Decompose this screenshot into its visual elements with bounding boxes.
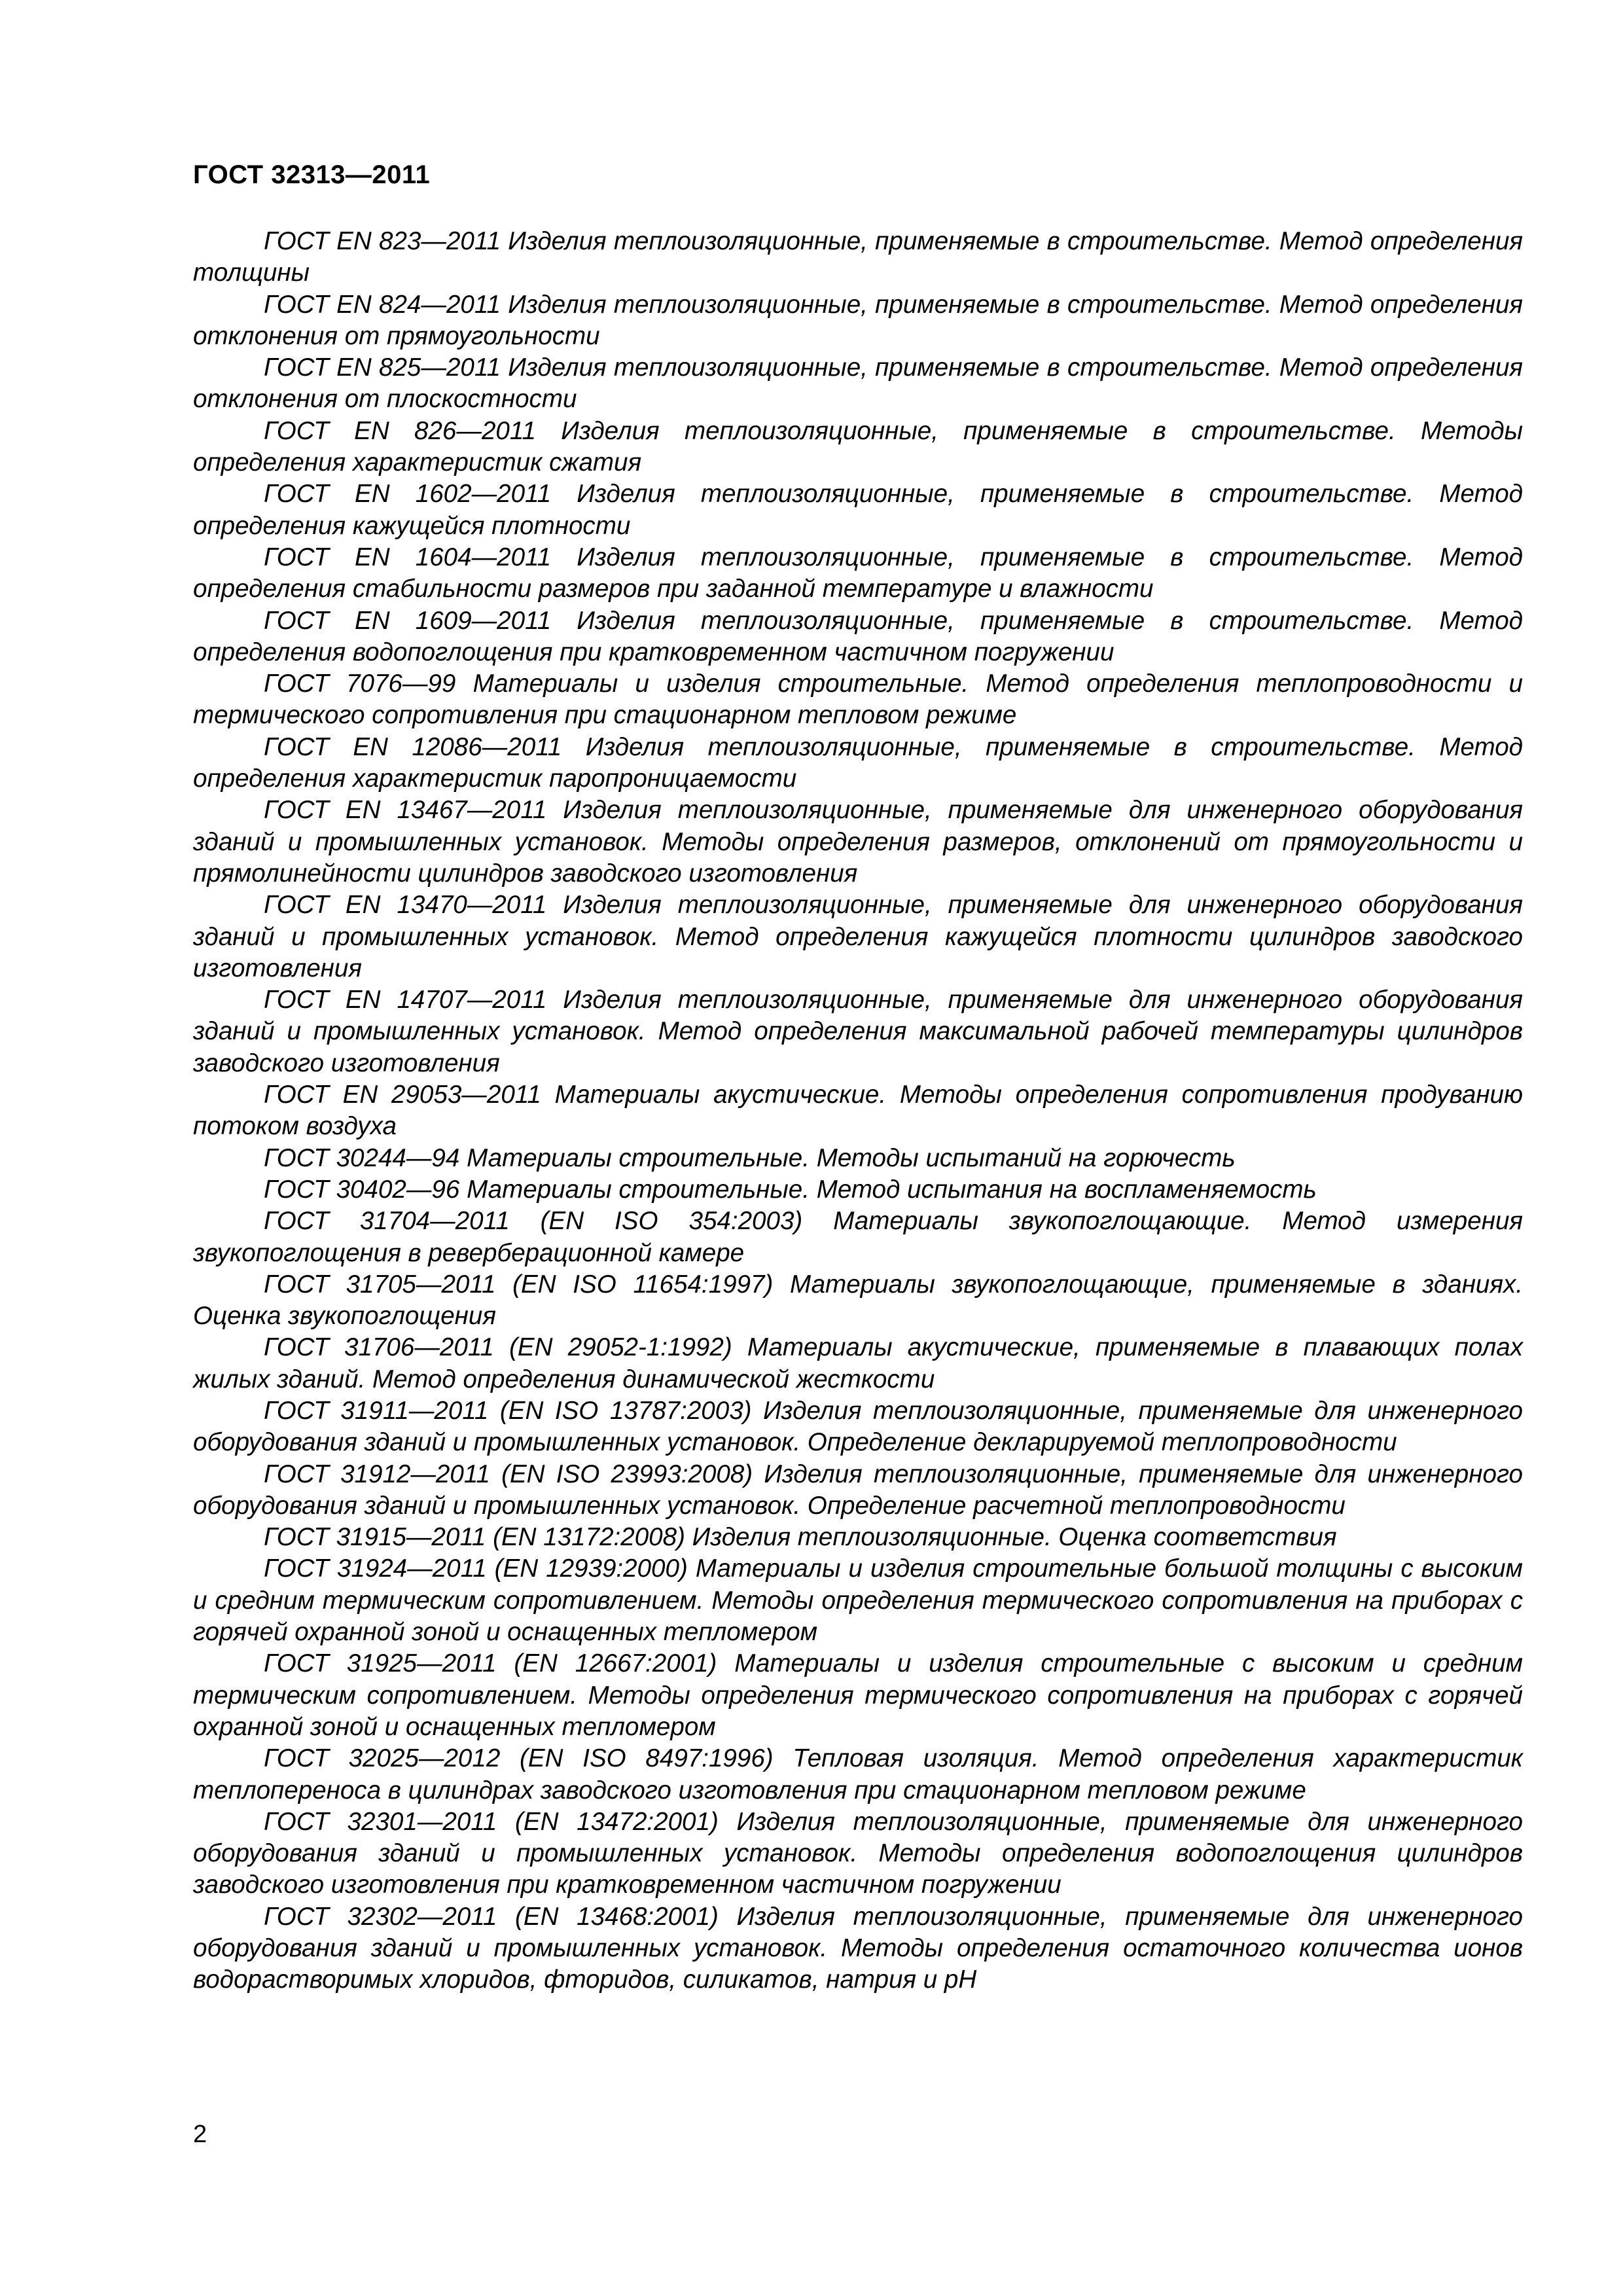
reference-code: ГОСТ EN 823—2011 xyxy=(264,227,501,255)
page-number: 2 xyxy=(193,2121,207,2148)
reference-code: ГОСТ EN 1602—2011 xyxy=(264,480,552,509)
reference-title: Материалы и изделия строительные большой толщины с высоким и средним термическим сопротивлением. Методы определения термического сопротивления на приборах с горячей охранной зоной и оснащенных тепломером xyxy=(193,1554,1524,1647)
reference-title: Тепловая изоляция. Метод определения характеристик теплопереноса в цилиндрах заводского изготовления при стационарном тепловом режиме xyxy=(193,1744,1524,1804)
reference-title: Изделия теплоизоляционные, применяемые в строительстве. Метод определения отклонения от прямоугольности xyxy=(193,290,1524,350)
reference-title: Материалы акустические, применяемые в плавающих полах жилых зданий. Метод определения динамической жесткости xyxy=(193,1333,1523,1393)
reference-item xyxy=(193,1553,1523,1648)
reference-item xyxy=(193,416,1523,479)
reference-title: Изделия теплоизоляционные, применяемые в строительстве. Методы определения характеристик сжатия xyxy=(193,416,1523,477)
reference-code: ГОСТ 32025—2012 (EN ISO 8497:1996) xyxy=(264,1744,774,1773)
reference-title: Изделия теплоизоляционные, применяемые для инженерного оборудования зданий и промышленных установок. Методы определения водопоглощения цилиндров заводского изготовления при кратковременном частичном погружении xyxy=(193,1807,1524,1899)
reference-code: ГОСТ 31912—2011 (EN ISO 23993:2008) xyxy=(264,1460,753,1488)
reference-code: ГОСТ EN 826—2011 xyxy=(264,416,536,445)
reference-title: Изделия теплоизоляционные, применяемые для инженерного оборудования зданий и промышленных установок. Метод определения кажущейся плотности цилиндров заводского изготовления xyxy=(193,891,1524,982)
reference-code: ГОСТ 31705—2011 (EN ISO 11654:1997) xyxy=(264,1270,774,1299)
reference-title: Изделия теплоизоляционные, применяемые для инженерного оборудования зданий и промышленных установок. Определение декларируемой теплопроводности xyxy=(193,1396,1524,1457)
reference-title: Материалы и изделия строительные. Метод определения теплопроводности и термического сопротивления при стационарном тепловом режиме xyxy=(193,670,1524,730)
reference-title: Изделия теплоизоляционные, применяемые для инженерного оборудования зданий и промышленных установок. Определение расчетной теплопроводности xyxy=(193,1460,1523,1520)
reference-code: ГОСТ 30244—94 xyxy=(264,1143,460,1172)
reference-item xyxy=(193,1143,1523,1174)
reference-title: Изделия теплоизоляционные, применяемые в строительстве. Метод определения толщины xyxy=(193,227,1524,287)
reference-code: ГОСТ EN 13470—2011 xyxy=(264,891,547,920)
reference-item xyxy=(193,795,1523,889)
reference-item xyxy=(193,668,1523,732)
reference-title: Материалы строительные. Метод испытания на воспламеняемость xyxy=(467,1175,1317,1204)
reference-item xyxy=(193,732,1523,795)
reference-title: Изделия теплоизоляционные, применяемые в строительстве. Метод определения стабильности размеров при заданной температуре и влажности xyxy=(193,543,1523,603)
reference-title: Материалы звукопоглощающие, применяемые в зданиях. Оценка звукопоглощения xyxy=(193,1270,1523,1331)
reference-code: ГОСТ 31706—2011 (EN 29052-1:1992) xyxy=(264,1333,732,1362)
reference-title: Материалы звукопоглощающие. Метод измерения звукопоглощения в реверберационной камере xyxy=(193,1207,1524,1267)
reference-title: Изделия теплоизоляционные, применяемые в строительстве. Метод определения характеристик паропроницаемости xyxy=(193,732,1523,793)
reference-code: ГОСТ 30402—96 xyxy=(264,1175,460,1204)
reference-item xyxy=(193,226,1523,289)
reference-item xyxy=(193,1743,1523,1806)
reference-code: ГОСТ EN 29053—2011 xyxy=(264,1081,541,1109)
reference-code: ГОСТ EN 1609—2011 xyxy=(264,606,552,635)
reference-item xyxy=(193,1332,1523,1395)
reference-title: Изделия теплоизоляционные, применяемые для инженерного оборудования зданий и промышленных установок. Метод определения максимальной рабочей температуры цилиндров заводского изготовления xyxy=(193,986,1524,1077)
reference-item xyxy=(193,1079,1523,1143)
reference-code: ГОСТ 32302—2011 (EN 13468:2001) xyxy=(264,1902,719,1931)
reference-code: ГОСТ 7076—99 xyxy=(264,670,456,698)
reference-title: Изделия теплоизоляционные. Оценка соответствия xyxy=(692,1523,1337,1552)
reference-item xyxy=(193,1395,1523,1459)
reference-item xyxy=(193,542,1523,605)
reference-item xyxy=(193,289,1523,353)
reference-title: Материалы строительные. Методы испытаний на горючесть xyxy=(467,1143,1236,1172)
reference-title: Материалы акустические. Методы определения сопротивления продуванию потоком воздуха xyxy=(193,1081,1524,1141)
reference-code: ГОСТ 31704—2011 (EN ISO 354:2003) xyxy=(264,1207,803,1236)
reference-code: ГОСТ EN 825—2011 xyxy=(264,353,501,382)
reference-title: Изделия теплоизоляционные, применяемые в строительстве. Метод определения водопоглощения при кратковременном частичном погружении xyxy=(193,606,1523,666)
reference-title: Изделия теплоизоляционные, применяемые для инженерного оборудования зданий и промышленных установок. Методы определения размеров, отклонений от прямоугольности и прямолинейности цилиндров заводского изготовления xyxy=(193,796,1524,888)
reference-item xyxy=(193,605,1523,669)
reference-item xyxy=(193,1522,1523,1553)
reference-code: ГОСТ 31915—2011 (EN 13172:2008) xyxy=(264,1523,685,1552)
reference-code: ГОСТ EN 13467—2011 xyxy=(264,796,547,825)
reference-item xyxy=(193,1806,1523,1901)
reference-item xyxy=(193,984,1523,1079)
reference-item xyxy=(193,352,1523,416)
reference-code: ГОСТ 31925—2011 (EN 12667:2001) xyxy=(264,1649,717,1678)
reference-code: ГОСТ 31924—2011 (EN 12939:2000) xyxy=(264,1554,688,1583)
reference-item xyxy=(193,1901,1523,1996)
reference-item xyxy=(193,1269,1523,1333)
reference-item xyxy=(193,1648,1523,1743)
reference-title: Изделия теплоизоляционные, применяемые в строительстве. Метод определения кажущейся плотности xyxy=(193,480,1523,540)
document-header-id: ГОСТ 32313—2011 xyxy=(193,160,431,189)
reference-code: ГОСТ EN 12086—2011 xyxy=(264,732,562,761)
reference-title: Изделия теплоизоляционные, применяемые для инженерного оборудования зданий и промышленных установок. Методы определения остаточного количества ионов водорастворимых хлоридов, фторидов, силикатов, натрия и pH xyxy=(193,1902,1524,1994)
reference-item xyxy=(193,1174,1523,1206)
reference-code: ГОСТ EN 824—2011 xyxy=(264,290,501,319)
reference-code: ГОСТ 31911—2011 (EN ISO 13787:2003) xyxy=(264,1396,752,1425)
reference-title: Материалы и изделия строительные с высоким и средним термическим сопротивлением. Методы определения термического сопротивления на приборах с горячей охранной зоной и оснащенных тепломером xyxy=(193,1649,1524,1741)
reference-item xyxy=(193,478,1523,542)
normative-references-list xyxy=(193,226,1523,1996)
reference-item xyxy=(193,1206,1523,1269)
reference-item xyxy=(193,889,1523,984)
reference-code: ГОСТ EN 1604—2011 xyxy=(264,543,552,571)
reference-code: ГОСТ EN 14707—2011 xyxy=(264,986,547,1014)
reference-item xyxy=(193,1459,1523,1522)
reference-code: ГОСТ 32301—2011 (EN 13472:2001) xyxy=(264,1807,719,1836)
reference-title: Изделия теплоизоляционные, применяемые в строительстве. Метод определения отклонения от плоскостности xyxy=(193,353,1524,414)
